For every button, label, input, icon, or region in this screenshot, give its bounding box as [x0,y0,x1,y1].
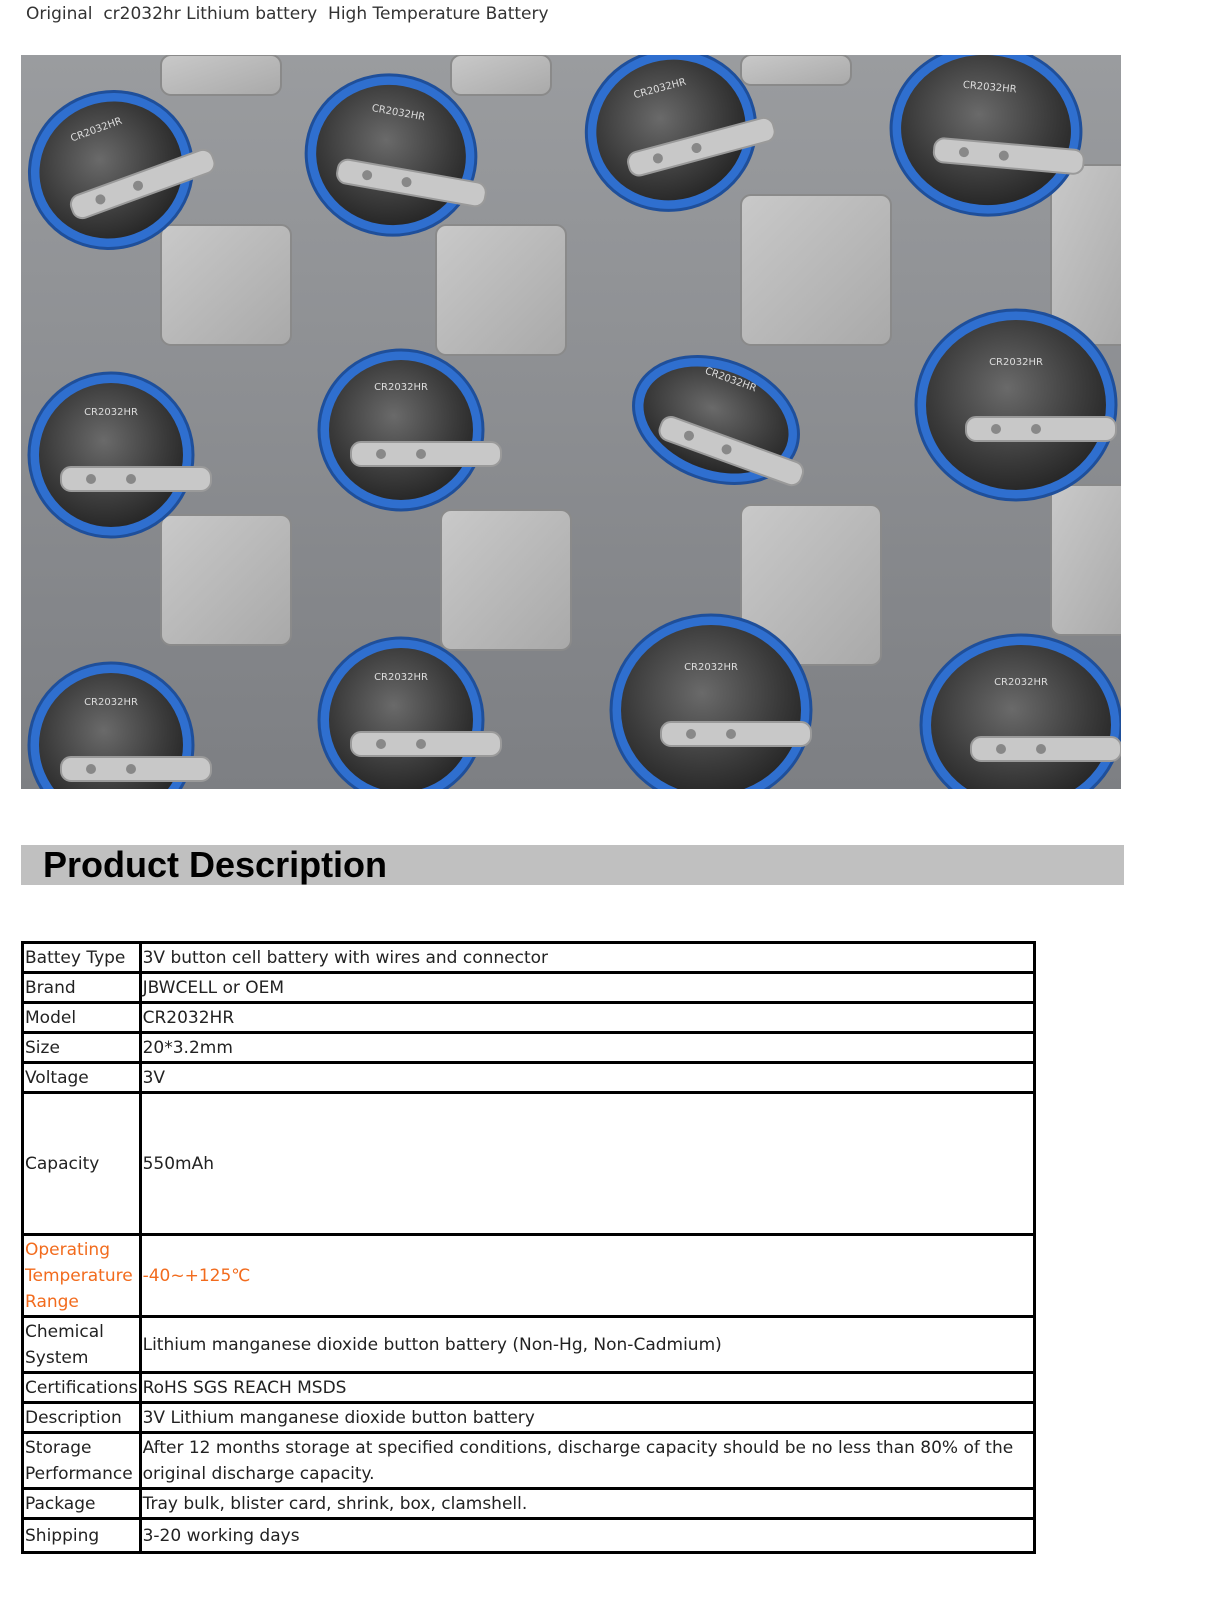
table-row [23,1373,1035,1403]
spec-label: Operating Temperature Range [23,1235,141,1317]
svg-text:CR2032HR: CR2032HR [84,407,138,418]
spec-label: Storage Performance [23,1433,141,1489]
svg-text:CR2032HR: CR2032HR [632,76,688,102]
table-row [23,1063,1035,1093]
svg-text:CR2032HR: CR2032HR [69,115,124,145]
table-row [23,1033,1035,1063]
spec-label: Certifications [23,1373,141,1403]
spec-value: JBWCELL or OEM [140,973,1034,1003]
spec-label: Description [23,1403,141,1433]
svg-text:CR2032HR: CR2032HR [370,103,426,124]
tray-block [161,225,291,345]
spec-value: CR2032HR [140,1003,1034,1033]
spec-label: Model [23,1003,141,1033]
svg-text:CR2032HR: CR2032HR [989,357,1043,368]
battery-cell [916,310,1116,500]
spec-table [21,941,1036,1554]
section-heading: Product Description [43,844,388,885]
page-title: Original cr2032hr Lithium battery High Temperature Battery [26,4,549,24]
table-row [23,1519,1035,1553]
svg-text:CR2032HR: CR2032HR [684,662,738,673]
svg-text:CR2032HR: CR2032HR [994,677,1048,688]
spec-label: Size [23,1033,141,1063]
spec-value: 3-20 working days [140,1519,1034,1553]
tray-block [161,55,281,95]
svg-text:CR2032HR: CR2032HR [374,382,428,393]
svg-text:CR2032HR: CR2032HR [84,697,138,708]
spec-value: After 12 months storage at specified conditions, discharge capacity should be no less than 80% of the original discharge capacity. [140,1433,1034,1489]
spec-label: Package [23,1489,141,1519]
tray-block [741,195,891,345]
svg-text:CR2032HR: CR2032HR [962,79,1018,96]
table-row [23,1489,1035,1519]
spec-value: 3V Lithium manganese dioxide button battery [140,1403,1034,1433]
tray-block [741,55,851,85]
tray-block [1051,485,1121,635]
spec-label: Chemical System [23,1317,141,1373]
spec-label: Brand [23,973,141,1003]
table-row [23,1433,1035,1489]
table-row [23,1003,1035,1033]
tray-block [451,55,551,95]
spec-value: RoHS SGS REACH MSDS [140,1373,1034,1403]
spec-value: 550mAh [140,1093,1034,1235]
spec-value: 3V [140,1063,1034,1093]
spec-value: Lithium manganese dioxide button battery (Non-Hg, Non-Cadmium) [140,1317,1034,1373]
spec-value: 3V button cell battery with wires and connector [140,943,1034,973]
spec-label: Shipping [23,1519,141,1553]
table-row [23,973,1035,1003]
spec-label: Capacity [23,1093,141,1235]
svg-text:CR2032HR: CR2032HR [703,365,758,395]
product-photo [21,55,1121,789]
tray-block [161,515,291,645]
table-row [23,943,1035,973]
tray-block [436,225,566,355]
table-row [23,1093,1035,1235]
spec-value: Tray bulk, blister card, shrink, box, clamshell. [140,1489,1034,1519]
table-row [23,1235,1035,1317]
svg-text:CR2032HR: CR2032HR [374,672,428,683]
spec-value: 20*3.2mm [140,1033,1034,1063]
section-header-bar [21,845,1124,885]
spec-value: -40~+125℃ [140,1235,1034,1317]
table-row [23,1317,1035,1373]
tray-block [1051,165,1121,345]
spec-label: Battey Type [23,943,141,973]
tray-block [441,510,571,650]
spec-label: Voltage [23,1063,141,1093]
table-row [23,1403,1035,1433]
battery-cell [611,615,811,789]
